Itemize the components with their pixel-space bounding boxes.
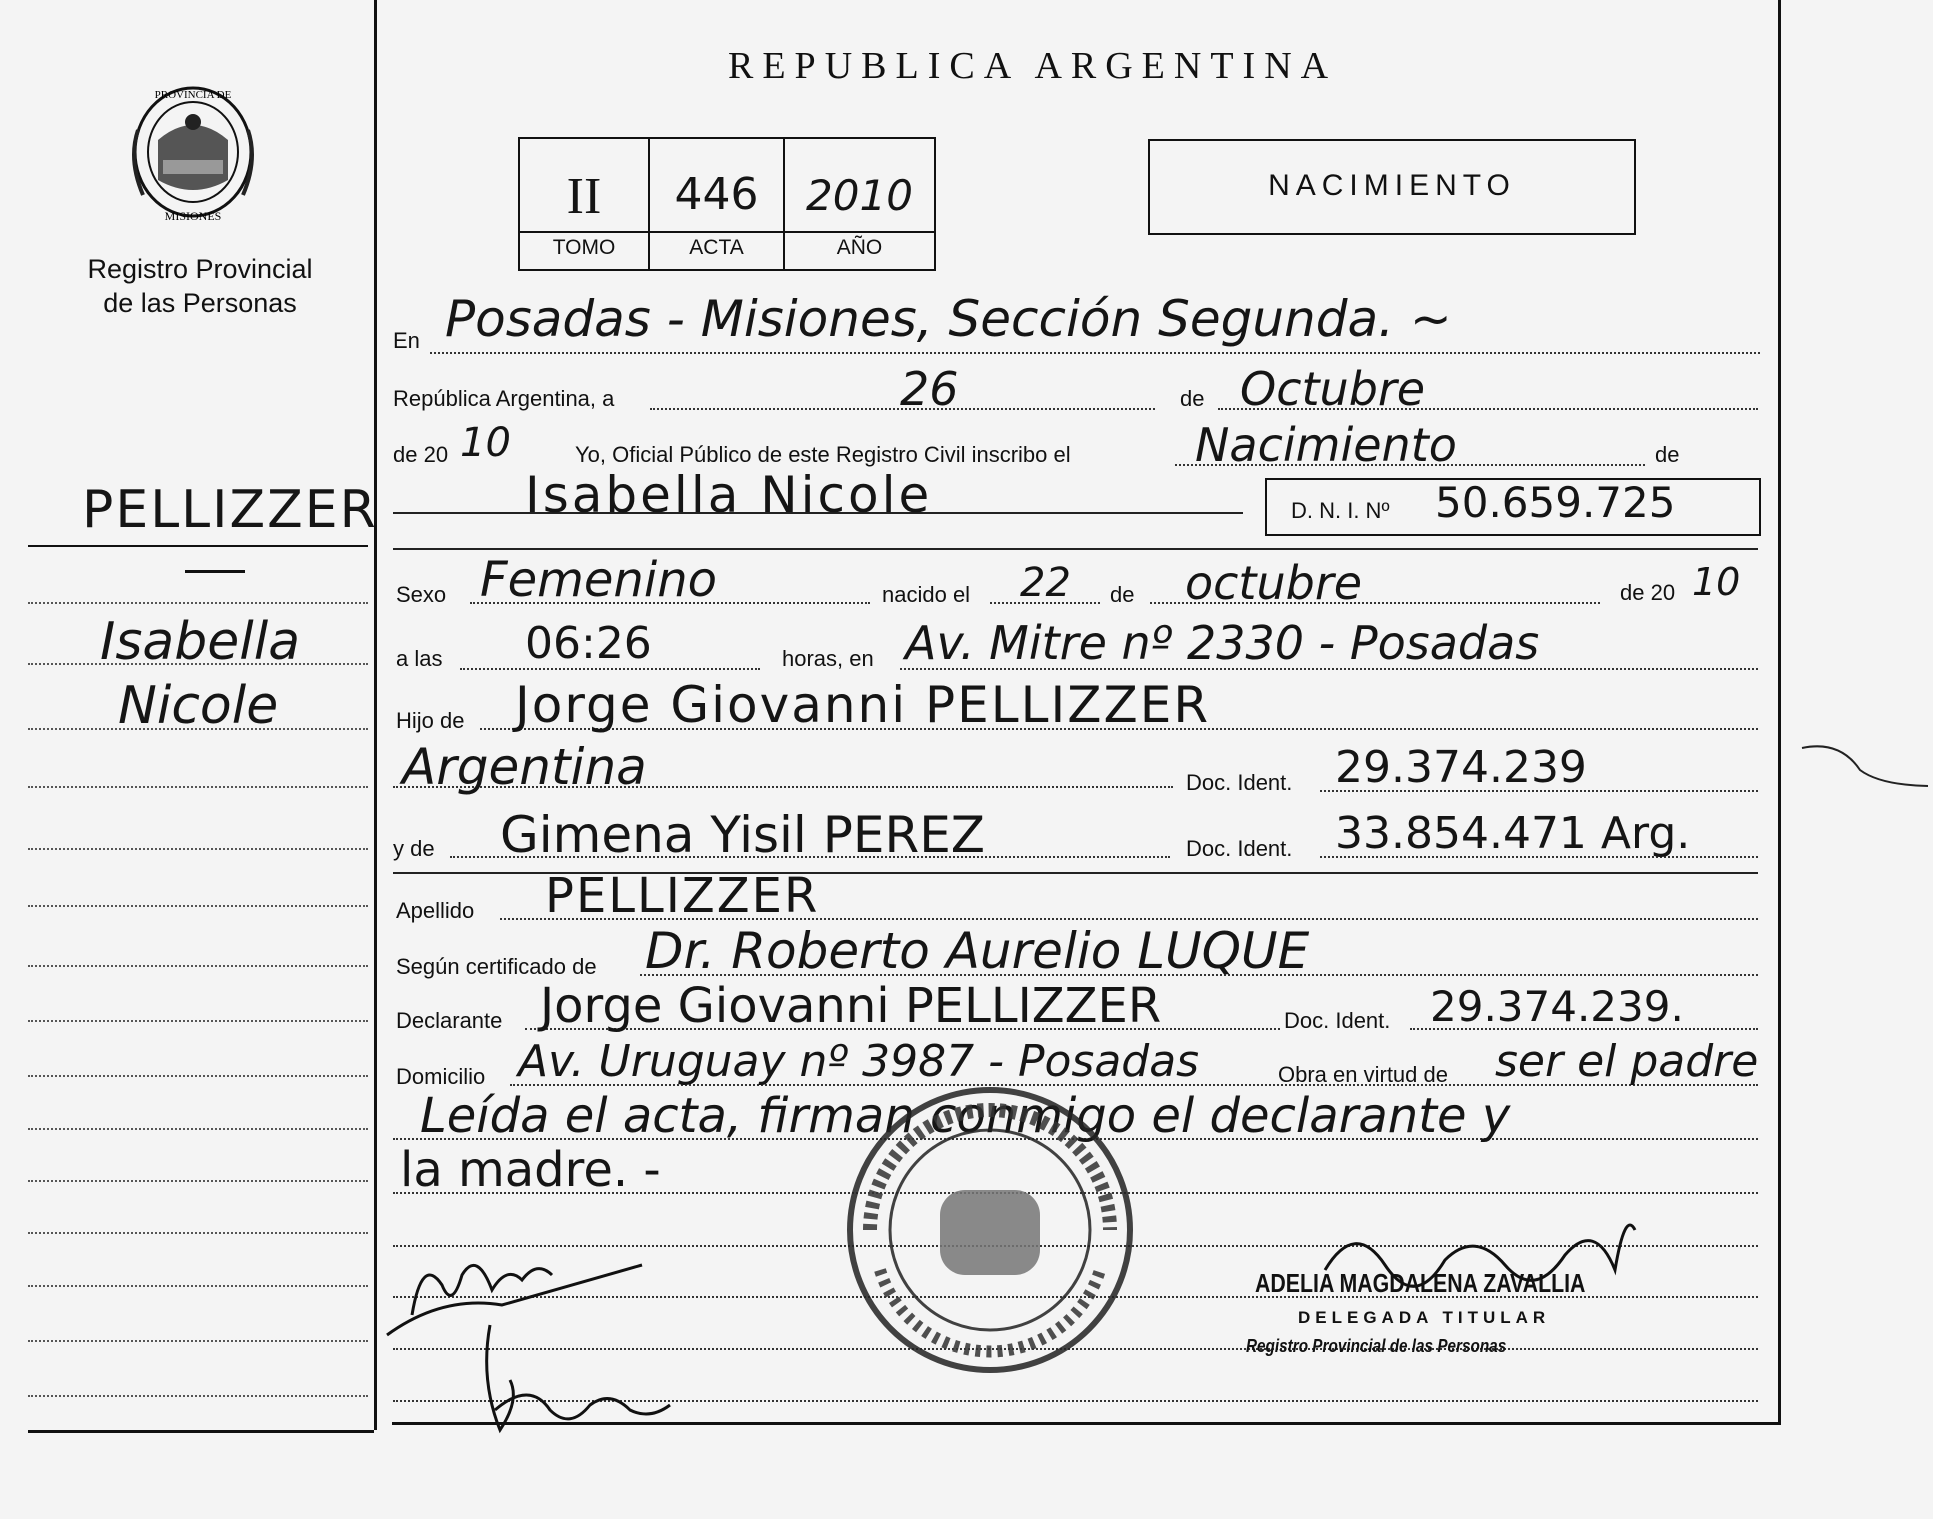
margin-dash (185, 570, 245, 573)
margin-line (28, 1075, 368, 1077)
left-column-divider (374, 0, 377, 1430)
record-type-label: NACIMIENTO (1268, 169, 1516, 202)
en-value: Posadas - Misiones, Sección Segunda. ~ (445, 290, 1452, 348)
provincial-seal (118, 70, 268, 230)
declarante-value: Jorge Giovanni PELLIZZER (540, 978, 1162, 1034)
time-value: 06:26 (525, 618, 652, 669)
hijo-label: Hijo de (396, 708, 465, 733)
country-title: REPUBLICA ARGENTINA (728, 45, 1338, 87)
margin-line (28, 1180, 368, 1182)
note-line1: Leída el acta, firman conmigo el declarante y (420, 1088, 1511, 1144)
de-label: de (1180, 386, 1205, 411)
docident-label: Doc. Ident. (1186, 770, 1293, 795)
inscribe-value: Nacimiento (1195, 418, 1457, 472)
margin-name1: Isabella (100, 612, 301, 672)
anio-label: AÑO (836, 236, 883, 259)
anio-value: 2010 (806, 171, 913, 220)
margin-line (28, 602, 368, 604)
margin-line (28, 848, 368, 850)
margin-line (28, 1395, 368, 1397)
margin-line (28, 1128, 368, 1130)
declarante-label: Declarante (396, 1008, 503, 1033)
registry-name-line2: de las Personas (103, 288, 297, 318)
birth-day: 22 (1020, 560, 1071, 606)
record-type-box (1148, 139, 1636, 235)
margin-surname-underline (28, 545, 368, 547)
dni-value: 50.659.725 (1435, 478, 1676, 527)
acta-value: 446 (674, 169, 759, 220)
right-border (1778, 0, 1781, 1425)
note-line2: la madre. - (400, 1142, 661, 1198)
alas-label: a las (396, 646, 443, 671)
child-name: Isabella Nicole (525, 466, 933, 524)
registry-name-line1: Registro Provincial (87, 254, 313, 284)
de3-label: de (1110, 582, 1135, 607)
domicilio-label: Domicilio (396, 1064, 486, 1089)
margin-line (28, 905, 368, 907)
birth-month: octubre (1185, 556, 1363, 610)
sexo-value: Femenino (480, 552, 717, 608)
mother-signature (440, 1320, 680, 1440)
seal-bottom-text: MISIONES (164, 209, 222, 223)
horas-label: horas, en (782, 646, 874, 671)
month-value: Octubre (1240, 362, 1426, 416)
seal-top-text: PROVINCIA DE (154, 89, 232, 101)
tomo-label: TOMO (552, 236, 616, 259)
margin-line (28, 728, 368, 730)
father-nationality: Argentina (402, 738, 647, 796)
de2-label: de (1655, 442, 1680, 467)
dni-label: D. N. I. Nº (1291, 498, 1390, 523)
tomo-value: II (566, 168, 602, 225)
mother-name: Gimena Yisil PEREZ (500, 806, 986, 864)
official-round-stamp (840, 1080, 1140, 1380)
margin-line (28, 1340, 368, 1342)
margin-line (28, 663, 368, 665)
day-value: 26 (900, 362, 959, 416)
en-label: En (393, 328, 420, 353)
margin-line (28, 965, 368, 967)
place-value: Av. Mitre nº 2330 - Posadas (905, 616, 1540, 670)
segun-value: Dr. Roberto Aurelio LUQUE (645, 922, 1310, 980)
official-name: ADELIA MAGDALENA ZAVALLIA (1255, 1268, 1586, 1298)
margin-line (28, 1232, 368, 1234)
apellido-label: Apellido (396, 898, 475, 923)
birth-year: 10 (1692, 560, 1741, 604)
obra-label: Obra en virtud de (1278, 1062, 1448, 1087)
margin-line (28, 1285, 368, 1287)
yo-label: Yo, Oficial Público de este Registro Civil inscribo el (575, 442, 1071, 467)
father-doc: 29.374.239 (1335, 742, 1587, 793)
yde-label: y de (393, 836, 435, 861)
apellido-value: PELLIZZER (545, 868, 820, 924)
official-title: DELEGADA TITULAR (1298, 1308, 1551, 1327)
margin-surname: PELLIZZER (82, 480, 378, 540)
domicilio-value: Av. Uruguay nº 3987 - Posadas (518, 1036, 1200, 1087)
de20-label: de 20 (393, 442, 449, 467)
margin-line (28, 786, 368, 788)
docident2-label: Doc. Ident. (1186, 836, 1293, 861)
father-name: Jorge Giovanni PELLIZZER (515, 676, 1211, 734)
margin-mark (1800, 740, 1930, 790)
margin-name2: Nicole (118, 676, 279, 736)
docident3-label: Doc. Ident. (1284, 1008, 1391, 1033)
year-value: 10 (460, 420, 511, 466)
declarante-doc: 29.374.239. (1430, 982, 1684, 1031)
bottom-border-left (28, 1430, 374, 1433)
de20b-label: de 20 (1620, 580, 1676, 605)
republica-label: República Argentina, a (393, 386, 615, 411)
sexo-label: Sexo (396, 582, 447, 607)
dni-box (1265, 478, 1761, 536)
margin-line (28, 1020, 368, 1022)
nacido-label: nacido el (882, 582, 971, 607)
record-box (518, 137, 936, 271)
official-org: Registro Provincial de las Personas (1246, 1336, 1507, 1356)
mother-doc: 33.854.471 Arg. (1335, 808, 1691, 859)
segun-label: Según certificado de (396, 954, 597, 979)
acta-label: ACTA (689, 236, 744, 259)
obra-value: ser el padre (1495, 1036, 1759, 1087)
